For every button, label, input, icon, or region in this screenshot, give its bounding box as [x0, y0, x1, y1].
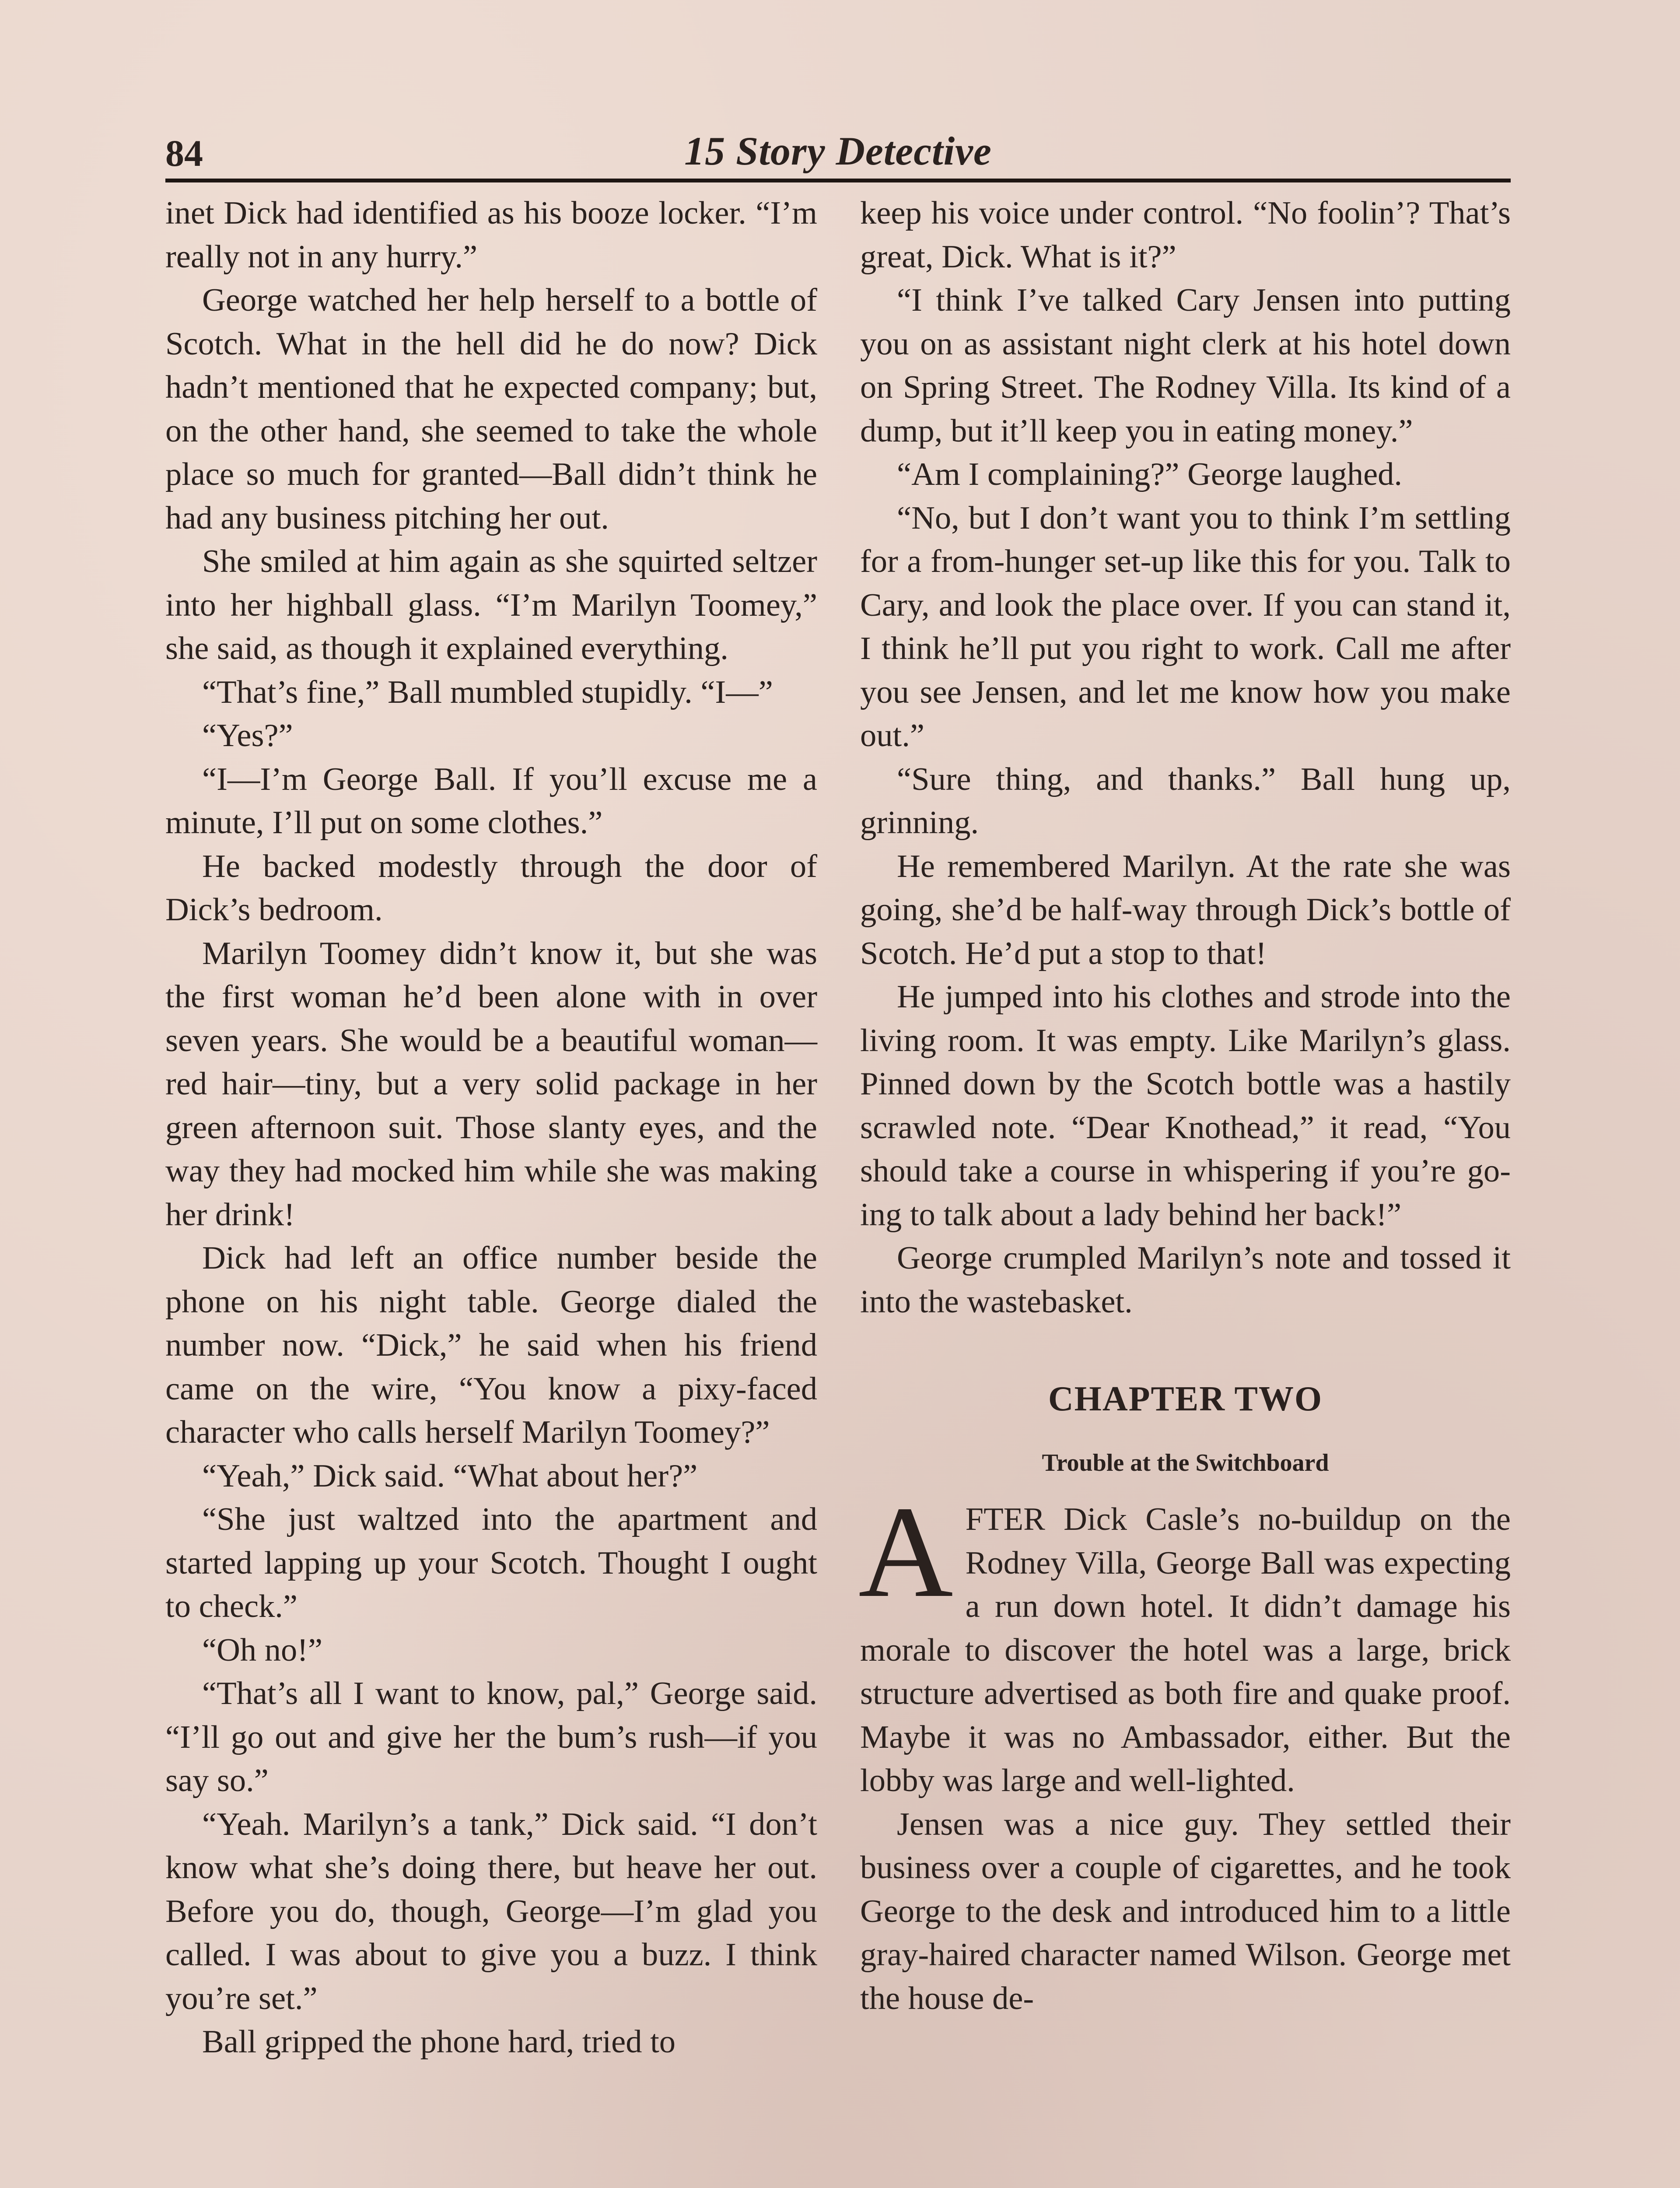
- paragraph: inet Dick had identified as his booze locker. “I’m really not in any hurry.”: [165, 195, 817, 275]
- paragraph: George watched her help herself to a bottle of Scotch. What in the hell did he do now? Dick hadn’t mentioned that he expected company; but, on the other hand, she seemed to take the whole place so much for granted—Ball didn’t think he had any business pitching her out.: [165, 282, 817, 536]
- paragraph: “I—I’m George Ball. If you’ll excuse me a minute, I’ll put on some clothes.”: [165, 761, 817, 841]
- paragraph: “Am I complaining?” George laughed.: [897, 456, 1403, 492]
- page-number: 84: [165, 132, 203, 174]
- paragraph: He remembered Marilyn. At the rate she was going, she’d be half-way through Dick’s bottle of Scotch. He’d put a stop to that!: [860, 848, 1511, 971]
- paragraph: keep his voice under control. “No foolin’? That’s great, Dick. What is it?”: [860, 195, 1511, 275]
- paragraph: “That’s fine,” Ball mumbled stupidly. “I—”: [202, 674, 773, 710]
- paragraph: “Yeah. Marilyn’s a tank,” Dick said. “I don’t know what she’s doing there, but heave her out. Before you do, though, George—I’m glad you called. I was about to give you a buzz. I think you’re set.”: [165, 1806, 817, 2016]
- paragraph: “No, but I don’t want you to think I’m settling for a from-hunger set-up like this for you. Talk to Cary, and look the place over. If you can stand it, I think he’ll put you right to work. Call me after you see Jensen, and let me know how you make out.”: [860, 500, 1511, 754]
- paragraph: “Yeah,” Dick said. “What about her?”: [202, 1458, 698, 1494]
- paragraph: She smiled at him again as she squirted seltzer into her highball glass. “I’m Marilyn Toomey,” she said, as though it explained everything.: [165, 543, 817, 666]
- paragraph: “I think I’ve talked Cary Jensen into putting you on as assistant night clerk at his hotel down on Spring Street. The Rodney Villa. Its kind of a dump, but it’ll keep you in eating money.”: [860, 282, 1511, 449]
- chapter-opening-text: FTER Dick Casle’s no-buildup on the Rodney Villa, George Ball was expecting a run down hotel. It didn’t damage his morale to discover the hotel was a large, brick structure advertised as both fire and quake proof. Maybe it was no Ambassador, either. But the lobby was large and well-lighted.: [860, 1501, 1511, 1799]
- header-rule: [165, 179, 1511, 182]
- paragraph: “That’s all I want to know, pal,” George said. “I’ll go out and give her the bum’s rush—if you say so.”: [165, 1676, 817, 1799]
- running-title: 15 Story Detective: [684, 129, 992, 173]
- page-header: [165, 128, 1511, 180]
- right-column: [860, 192, 1511, 2020]
- paragraph: Jensen was a nice guy. They settled their business over a couple of cigarettes, and he took George to the desk and introduced him to a little gray-haired character named Wilson. George met the house de-: [860, 1806, 1511, 2016]
- paragraph: Dick had left an office number beside the phone on his night table. George dialed the number now. “Dick,” he said when his friend came on the wire, “You know a pixy-faced character who calls herself Marilyn Toomey?”: [165, 1240, 817, 1450]
- paragraph: “Oh no!”: [202, 1632, 323, 1668]
- paragraph: George crumpled Marilyn’s note and tossed it into the wastebasket.: [860, 1240, 1511, 1320]
- paragraph: “She just waltzed into the apartment and started lapping up your Scotch. Thought I ought to check.”: [165, 1501, 817, 1624]
- paragraph: “Sure thing, and thanks.” Ball hung up, grinning.: [860, 761, 1511, 841]
- paragraph: He backed modestly through the door of Dick’s bedroom.: [165, 848, 817, 928]
- paragraph: Marilyn Toomey didn’t know it, but she was the first woman he’d been alone with in over seven years. She would be a beautiful woman—red hair—tiny, but a very solid package in her green afternoon suit. Those slanty eyes, and the way they had mocked him while she was making her drink!: [165, 935, 817, 1233]
- drop-cap: A: [858, 1479, 953, 1624]
- paragraph: Ball gripped the phone hard, tried to: [202, 2024, 676, 2060]
- chapter-opening-paragraph: [858, 1479, 1511, 1803]
- chapter-title: CHAPTER TWO: [1048, 1380, 1323, 1418]
- paragraph: He jumped into his clothes and strode into the living room. It was empty. Like Marilyn’s glass. Pinned down by the Scotch bottle was a hastily scrawled note. “Dear Knothead,” it read, “You should take a course in whispering if you’re going to talk about a lady behind her back!”: [860, 979, 1511, 1233]
- paragraph: “Yes?”: [202, 718, 293, 754]
- left-column: [165, 192, 817, 2064]
- chapter-subtitle: Trouble at the Switchboard: [1042, 1449, 1329, 1476]
